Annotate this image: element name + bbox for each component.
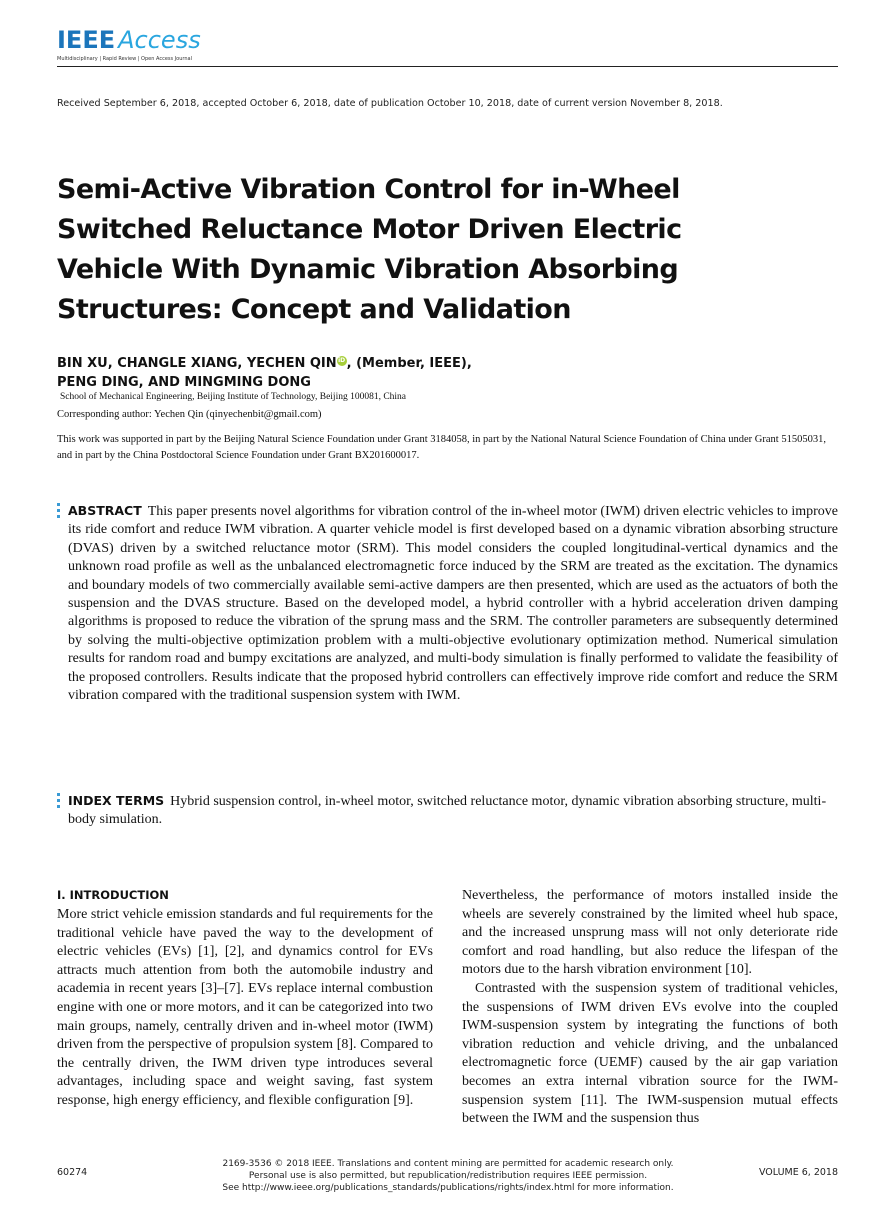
abstract-text: This paper presents novel algorithms for vibration control of the in-wheel motor (IWM) driven electric vehicles to improve its ride comfort and reduce IWM vibration. A quarter vehicle model is first developed based on a dynamic vibration absorbing structure (DVAS) driven by a switched reluctance motor (SRM). This model considers the coupled longitudinal-vertical dynamics and the unknown road profile as well as the unbalanced electromagnetic force induced by the SRM are treated as the excitation. The dynamics and boundary models of two commercially available semi-active dampers are then presented, which are used as the actuators of both the suspension and the DVAS structure. Based on the developed model, a hybrid controller with a hybrid acceleration driven damping algorithms is proposed to reduce the vibration of the sprung mass and the SRM. The controller parameters are subsequently determined by solving the multi-objective optimization problem with a multi-objective evolutionary optimization method. Numerical simulation results for random road and bumpy excitations are analyzed, and multi-body simulation is finally performed to validate the feasibility of the proposed controllers. Results indicate that the proposed hybrid controllers can effectively improve ride comfort and reduce the SRM vibration compared with the traditional suspension system with IWM. (68, 504, 838, 704)
copyright-line3[interactable]: See http://www.ieee.org/publications_standards/publications/rights/index.html for more information. (222, 1183, 674, 1193)
abstract-marker-icon (57, 503, 61, 521)
paper-title: Semi-Active Vibration Control for in-Wheel Switched Reluctance Motor Driven Electric Vehicle With Dynamic Vibration Absorbing Structures: Concept and Validation (57, 174, 682, 325)
corresponding-author: Corresponding author: Yechen Qin (qinyechenbit@gmail.com) (57, 409, 322, 420)
authors-line1: BIN XU, CHANGLE XIANG, YECHEN QIN (57, 356, 337, 371)
copyright-line1: 2169-3536 © 2018 IEEE. Translations and content mining are permitted for academic research only. (222, 1159, 674, 1169)
abstract-label: ABSTRACT (68, 503, 142, 518)
body-column-left (57, 906, 433, 1111)
logo-access-text: Access (118, 26, 201, 54)
affiliation: School of Mechanical Engineering, Beijing Institute of Technology, Beijing 100081, China (60, 392, 407, 402)
index-terms-text: Hybrid suspension control, in-wheel motor, switched reluctance motor, dynamic vibration absorbing structure, multi-body simulation. (68, 794, 827, 828)
section-heading-introduction: I. INTRODUCTION (57, 888, 169, 902)
page-number: 60274 (57, 1167, 88, 1178)
received-dates: Received September 6, 2018, accepted October 6, 2018, date of publication October 10, 2018, date of current version November 8, 2018. (57, 98, 723, 109)
index-terms-marker-icon (57, 793, 61, 811)
index-terms (68, 792, 838, 830)
authors-line1-suffix: , (Member, IEEE), (346, 356, 472, 371)
volume-label: VOLUME 6, 2018 (758, 1167, 838, 1178)
copyright-notice (200, 1158, 696, 1194)
copyright-line2: Personal use is also permitted, but republication/redistribution requires IEEE permission. (248, 1171, 648, 1181)
header-divider (57, 66, 838, 67)
body-column-right (462, 887, 838, 1129)
logo-tagline: Multidisciplinary | Rapid Review | Open Access Journal (57, 56, 192, 62)
paragraph: Contrasted with the suspension system of traditional vehicles, the suspensions of IWM driven EVs evolve into the coupled IWM-suspension system by integrating the functions of both vibration reduction and vehicle driving, and the unbalanced electromagnetic force (UEMF) caused by the air gap variation becomes an extra internal vibration source for the IWM-suspension system [11]. The IWM-suspension mutual effects between the IWM and the suspension thus (462, 980, 838, 1127)
author-list (57, 354, 777, 392)
index-terms-label: INDEX TERMS (68, 793, 165, 808)
logo-ieee-text: IEEE (57, 26, 116, 54)
paragraph: Nevertheless, the performance of motors installed inside the wheels are severely constrained by the limited wheel hub space, and the increased unsprung mass will not only deteriorate ride comfort and road handling, but also reduce the lifespan of the motors due to the harsh vibration environment [10]. (462, 888, 838, 978)
paragraph: More strict vehicle emission standards and ful requirements for the traditional vehicle have paved the way to the development of electric vehicles (EVs) [1], [2], and dynamics control for EVs attracts much attention from both the automobile industry and academia in recent years [3]–[7]. EVs replace internal combustion engine with one or more motors, and it can be categorized into two main groups, namely, centrally driven and in-wheel motor (IWM) driven from the perspective of propulsion system [8]. Compared to the centrally driven, the IWM driven type introduces several advantages, including space and weight saving, fast system response, high energy efficiency, and flexible configuration [9]. (57, 907, 433, 1108)
funding-statement: This work was supported in part by the Beijing Natural Science Foundation under Grant 3184058, in part by the National Natural Science Foundation of China under Grant 51505031, and in part by the China Postdoctoral Science Foundation under Grant BX201600017. (57, 434, 826, 461)
orcid-icon[interactable]: iD (338, 356, 346, 364)
journal-logo (57, 26, 201, 54)
abstract (68, 502, 838, 705)
authors-line2: PENG DING, AND MINGMING DONG (57, 375, 311, 390)
